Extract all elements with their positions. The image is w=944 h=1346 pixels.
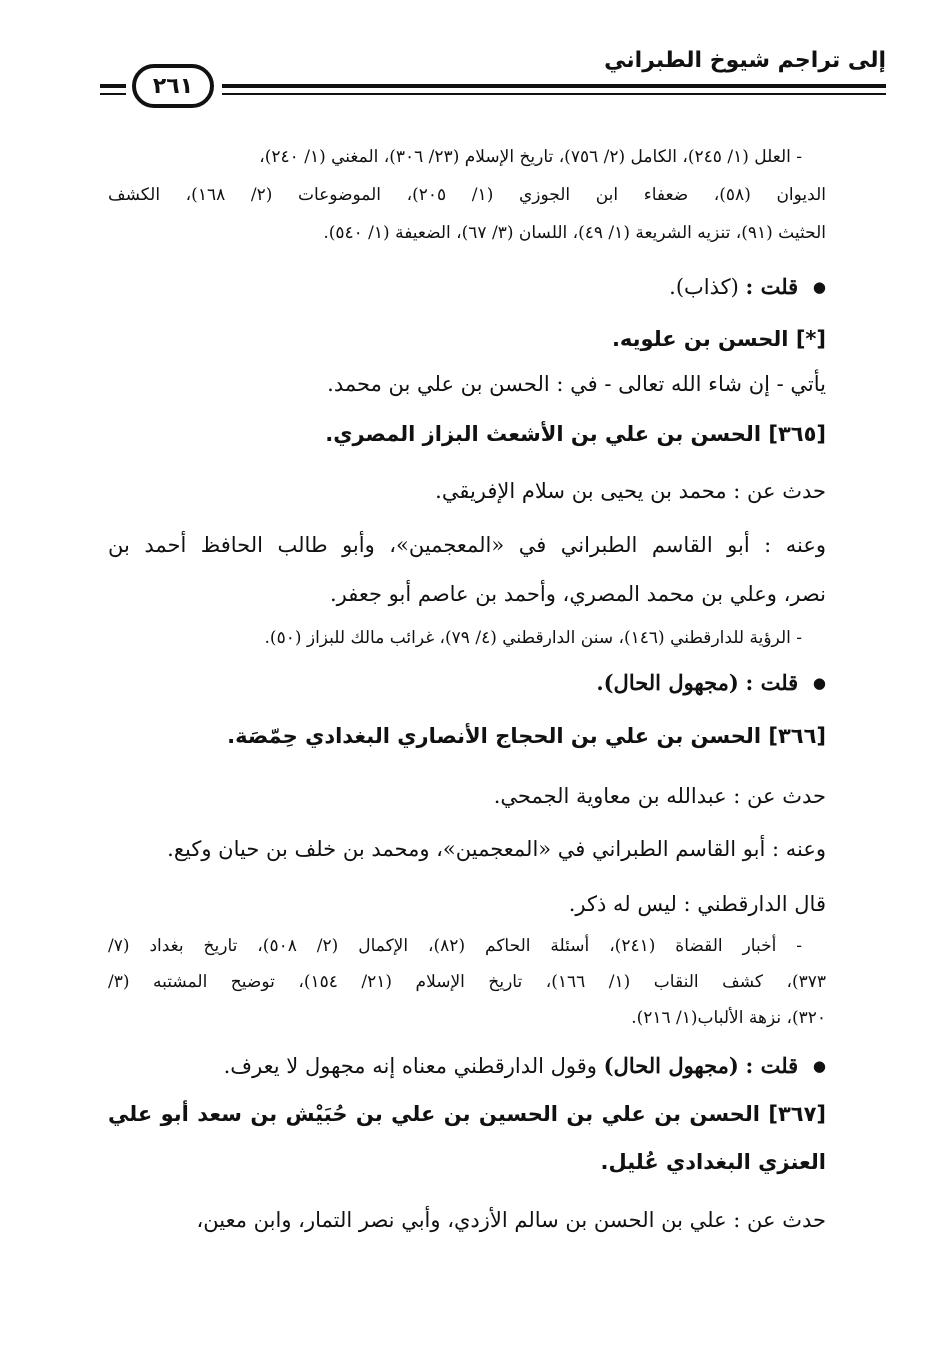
running-title: إلى تراجم شيوخ الطبراني bbox=[604, 48, 886, 73]
text-line: وعنه : أبو القاسم الطبراني في «المعجمين»، وأبو طالب الحافظ أحمد بن bbox=[108, 533, 826, 557]
comment-text: وقول الدارقطني معناه إنه مجهول لا يعرف. bbox=[223, 1054, 597, 1078]
comment-label: قلت : bbox=[745, 670, 799, 695]
comment-bold-text: (مجهول الحال) bbox=[603, 1053, 739, 1078]
text-line: يأتي - إن شاء الله تعالى - في : الحسن بن علي بن محمد. bbox=[327, 372, 826, 396]
text-line: حدث عن : محمد بن يحيى بن سلام الإفريقي. bbox=[435, 479, 826, 503]
comment-label: قلت : bbox=[745, 1053, 799, 1078]
comment-text: (كذاب). bbox=[669, 275, 739, 299]
footnote-line: - أخبار القضاة (٢٤١)، أسئلة الحاكم (٨٢)، الإكمال (٢/ ٥٠٨)، تاريخ بغداد (٧/ bbox=[108, 936, 802, 956]
footnote-line: - الرؤية للدارقطني (١٤٦)، سنن الدارقطني (٤/ ٧٩)، غرائب مالك للبزاز (٥٠). bbox=[264, 628, 802, 648]
text-line: حدث عن : عبدالله بن معاوية الجمحي. bbox=[493, 784, 826, 808]
footnote-line: الحثيث (٩١)، تنزيه الشريعة (١/ ٤٩)، اللسان (٣/ ٦٧)، الضعيفة (١/ ٥٤٠). bbox=[323, 223, 826, 243]
entry-heading: [٣٦٧] الحسن بن علي بن الحسين بن علي بن حُبَيْش بن سعد أبو علي bbox=[108, 1102, 826, 1126]
footnote-line: ٣٧٣)، كشف النقاب (١/ ١٦٦)، تاريخ الإسلام (٢١/ ١٥٤)، توضيح المشتبه (٣/ bbox=[108, 972, 826, 992]
entry-heading: [٣٦٥] الحسن بن علي بن الأشعث البزاز المصري. bbox=[325, 422, 826, 446]
entry-heading-continued: العنزي البغدادي عُليل. bbox=[600, 1150, 826, 1174]
comment-line bbox=[108, 270, 826, 320]
entry-heading: [*] الحسن بن علويه. bbox=[611, 327, 826, 351]
text-line: قال الدارقطني : ليس له ذكر. bbox=[568, 892, 826, 916]
footnote-line: ٣٢٠)، نزهة الألباب(١/ ٢١٦). bbox=[631, 1008, 826, 1028]
comment-line bbox=[108, 664, 826, 716]
footnote-line: - العلل (١/ ٢٤٥)، الكامل (٢/ ٧٥٦)، تاريخ الإسلام (٢٣/ ٣٠٦)، المغني (١/ ٢٤٠)، bbox=[259, 147, 802, 167]
text-line: نصر، وعلي بن محمد المصري، وأحمد بن عاصم أبو جعفر. bbox=[329, 582, 826, 606]
footnote-line: الديوان (٥٨)، ضعفاء ابن الجوزي (١/ ٢٠٥)، الموضوعات (٢/ ١٦٨)، الكشف bbox=[108, 185, 826, 205]
comment-label: قلت : bbox=[745, 274, 799, 299]
comment-line bbox=[108, 1046, 826, 1092]
comment-text: (مجهول الحال). bbox=[596, 670, 739, 695]
text-line: حدث عن : علي بن الحسن بن سالم الأزدي، وأبي نصر التمار، وابن معين، bbox=[196, 1208, 826, 1232]
entry-heading: [٣٦٦] الحسن بن علي بن الحجاج الأنصاري البغدادي حِمّصَة. bbox=[227, 724, 826, 748]
page-content bbox=[108, 138, 826, 1244]
text-line: وعنه : أبو القاسم الطبراني في «المعجمين»، ومحمد بن خلف بن حيان وكيع. bbox=[167, 837, 826, 861]
page-number-badge: ٢٦١ bbox=[132, 64, 214, 108]
